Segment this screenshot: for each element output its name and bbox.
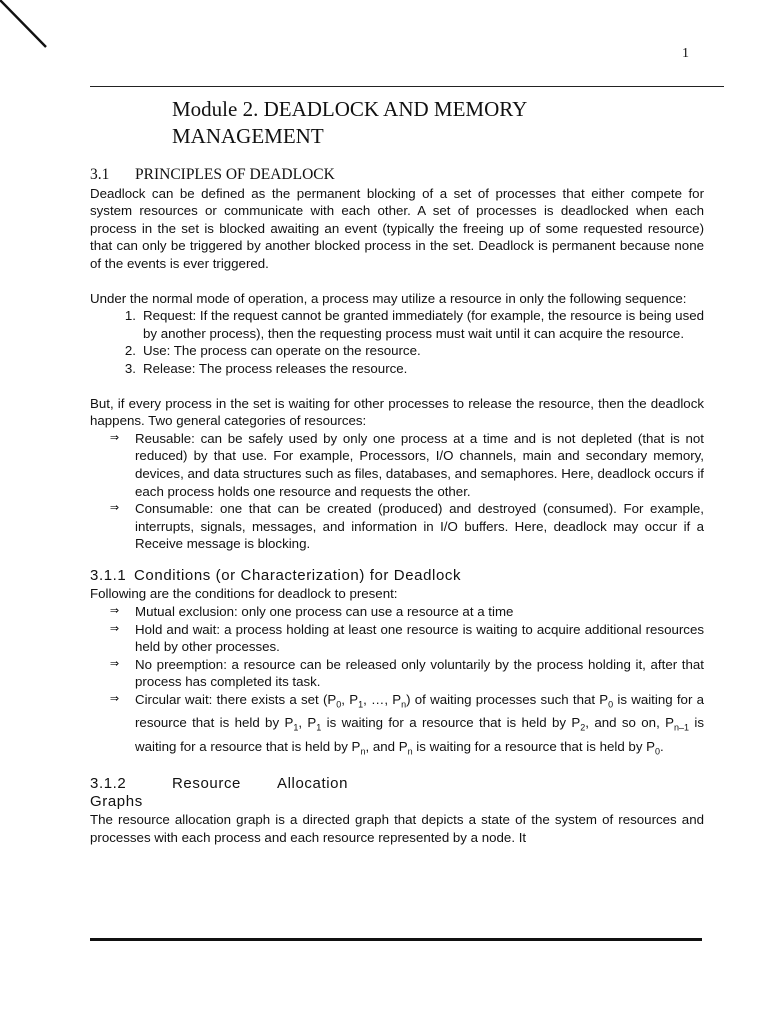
page-number: 1 [682, 46, 689, 61]
section-title-word: Allocation [277, 774, 349, 792]
page-title-line-1: Module 2. DEADLOCK AND MEMORY [172, 97, 528, 121]
list-item [90, 603, 704, 621]
list-item-text: Release: The process releases the resource. [143, 360, 408, 376]
list-number: 3. [124, 360, 136, 376]
list-item [90, 656, 704, 691]
section-title: Conditions (or Characterization) for Deadlock [134, 566, 462, 584]
section-title: PRINCIPLES OF DEADLOCK [135, 166, 335, 183]
list-item [90, 691, 704, 761]
list-item [90, 621, 704, 656]
paragraph-resource-categories: But, if every process in the set is waiting for other processes to release the resource, then the deadlock happens. Two general categories of resources: [90, 395, 704, 429]
section-number: 3.1.1 [90, 566, 127, 584]
bullet-arrow-icon: ⇒ [109, 622, 120, 635]
section-number: 3.1.2 [90, 774, 127, 792]
list-item [90, 500, 704, 553]
sequence-list [90, 307, 704, 377]
list-item-text: Consumable: one that can be created (produced) and destroyed (consumed). For example, interrupts, signals, messages, and information in I/O buffers. Here, deadlock may occur if a Receive message is blocking. [135, 501, 704, 552]
page-title-line-2: MANAGEMENT [172, 124, 324, 148]
list-number: 1. [124, 308, 136, 324]
paragraph-usage-sequence: Under the normal mode of operation, a process may utilize a resource in only the following sequence: [90, 290, 687, 306]
paragraph-conditions-intro: Following are the conditions for deadlock to present: [90, 586, 398, 602]
page-title [172, 96, 652, 150]
bullet-arrow-icon: ⇒ [109, 657, 120, 670]
document-body [90, 166, 704, 846]
list-item [90, 307, 704, 342]
paragraph-deadlock-definition: Deadlock can be defined as the permanent blocking of a set of processes that either compete for system resources or communicate with each other. A set of processes is deadlocked when each process in the set is blocked awaiting an event (typically the freeing up of some requested resource) that can only be triggered by another blocked process in the set. Deadlock is permanent because none of the events is ever triggered. [90, 185, 704, 271]
paragraph-resource-allocation-graph: The resource allocation graph is a directed graph that depicts a state of the system of resources and processes with each process and each resource represented by a node. It [90, 811, 704, 845]
list-item-text-circular-wait: Circular wait: there exists a set ($P_0$, $P_1$, …, $P_n$) of waiting processes such that $P_0$ is waiting for a resource that is held by $P_1$, $P_1$ is waiting for a resource that is held by $P_2$, and so on, $P_{n-1}$ is waiting for a resource that is held by $P_n$, and $P_n$ is waiting for a resource that is held by $P_0$. [135, 692, 704, 757]
list-item-text: Hold and wait: a process holding at least one resource is waiting to acquire additional resources held by other processes. [135, 621, 704, 655]
bullet-arrow-icon: ⇒ [109, 431, 120, 444]
list-item-text: Reusable: can be safely used by only one process at a time and is not depleted (that is not reduced) by that use. For example, Processors, I/O channels, main and secondary memory, devices, and data structures such as files, databases, and semaphores. Here, deadlock occurs if each process holds one resource and requests the other. [135, 430, 704, 499]
section-heading-3-1-2 [90, 775, 704, 793]
bullet-arrow-icon: ⇒ [109, 502, 120, 515]
corner-mark-line [0, 0, 60, 60]
list-item-text: Mutual exclusion: only one process can use a resource at a time [135, 604, 514, 620]
section-title-continuation: Graphs [90, 793, 143, 811]
list-item [90, 430, 704, 500]
section-heading-3-1-1 [90, 567, 704, 585]
condition-list [90, 603, 704, 761]
list-number: 2. [124, 343, 136, 359]
list-item [90, 360, 704, 378]
list-item-text: Use: The process can operate on the resource. [143, 343, 421, 359]
list-item-text: No preemption: a resource can be released only voluntarily by the process holding it, after that process has completed its task. [135, 656, 704, 690]
section-title-word: Resource [172, 774, 241, 792]
list-item-text: Request: If the request cannot be granted immediately (for example, the resource is being used by another process), then the requesting process must wait until it can acquire the resource. [143, 308, 705, 341]
list-item [90, 342, 704, 360]
section-heading-3-1 [90, 166, 704, 184]
header-rule [90, 86, 724, 87]
resource-category-list [90, 430, 704, 553]
bullet-arrow-icon: ⇒ [109, 693, 120, 706]
bullet-arrow-icon: ⇒ [109, 605, 120, 618]
section-number: 3.1 [90, 166, 110, 183]
footer-rule [90, 938, 702, 941]
